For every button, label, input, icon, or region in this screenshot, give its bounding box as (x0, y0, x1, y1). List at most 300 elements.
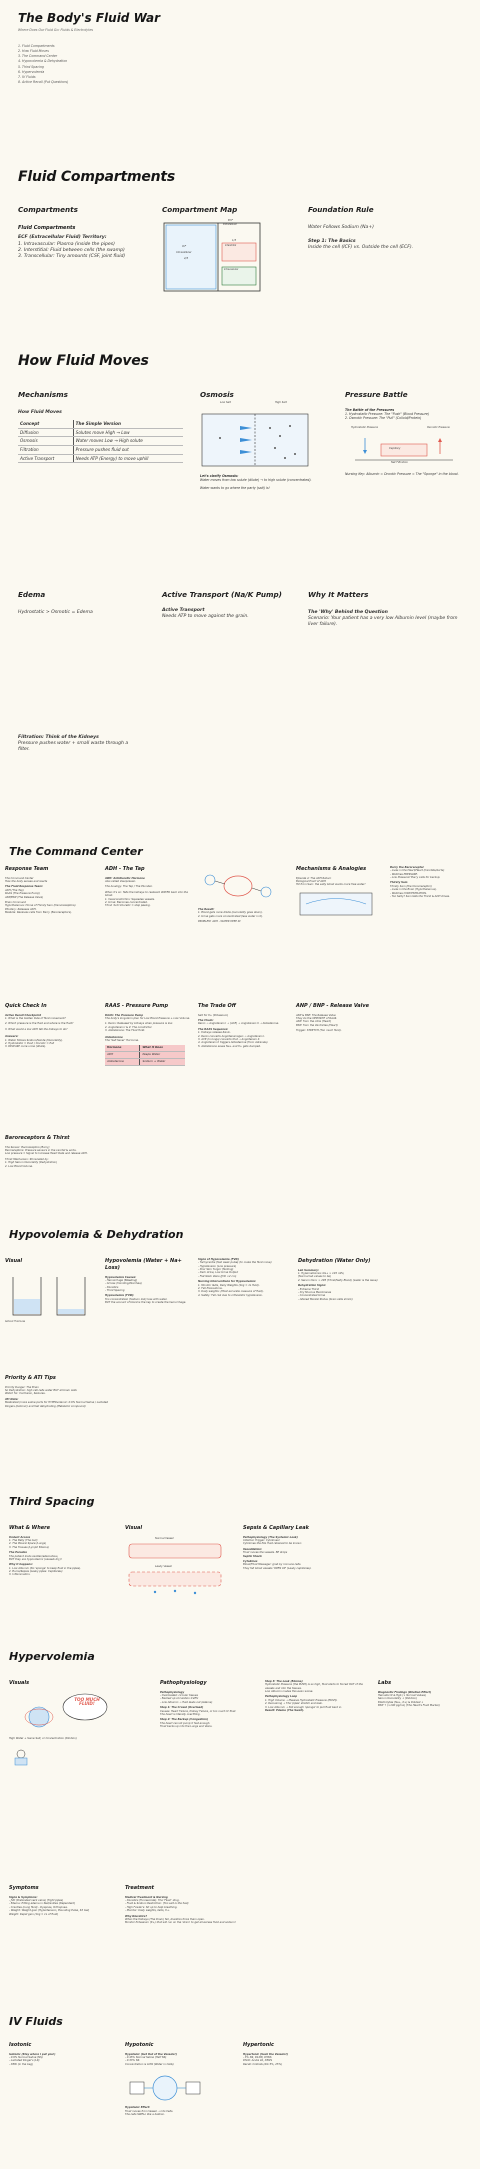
why-text: Scenario: Your patient has a very low Albumin level (maybe from liver failure). (308, 615, 458, 628)
lab-text: Diagnostic Findings (Dilution Effect) (378, 1690, 432, 1694)
hyper-visual-label: High Water + Same Salt, or Concentration (Dilution) (9, 1736, 77, 1740)
iso-text: - 0.9% Normal Saline (NS) (9, 2056, 43, 2060)
trade-text: 4. Angiotensin II triggers Aldosterone (from Adrenals). (198, 1041, 269, 1045)
toc-item[interactable]: 7. IV Fluids (18, 74, 36, 79)
brain-command-label: Brain Command (5, 900, 26, 904)
baro-text: Baroreceptors: Pressure sensors in the carotid & aorta. (5, 1149, 77, 1153)
hyper-patho-card (160, 1680, 260, 1728)
command-center-label: The Command Center (5, 876, 34, 880)
sepsis-text: They fall blood vessels 'OPEN UP' (Leaky capillaries). (243, 1566, 312, 1570)
what-text: 3. Inflammation. (9, 1573, 31, 1577)
priority-text: ATI Note: (5, 1397, 19, 1401)
leak-text: Pathophysiology Loop (265, 1695, 298, 1699)
active-heading: Active Transport (162, 607, 205, 613)
lab-text: Serum Osmolality ↓ (Dilution) (378, 1697, 418, 1701)
hypo-iv-text: Fluid moves from Vessel → into Cells. (125, 2109, 174, 2113)
anp-text: ANP & BNP: The Release Valve (296, 1013, 336, 1017)
iso-text: - Lactated Ringer's (LR) (9, 2059, 40, 2063)
hypotonic-diagram (125, 2070, 205, 2106)
adh-problem: PROBLEM: ADH - WATER KEEP IN (198, 920, 241, 924)
icf-fraction: 2/3 (184, 257, 189, 260)
table-cell: Osmosis (18, 437, 73, 446)
section-title-fluid-compartments: Fluid Compartments (18, 169, 176, 185)
baro-text: The Sensor: Baroreceptors (Barry) (5, 1145, 50, 1149)
card-heading: Compartments (18, 205, 78, 214)
hyper-visuals-card (9, 1680, 109, 1766)
table-cell: Water moves Low → High solute (73, 437, 183, 446)
card-heading: Priority & ATI Tips (5, 1375, 56, 1381)
foundation-rule-card (308, 205, 468, 251)
page-title: The Body's Fluid War (18, 11, 161, 25)
toc-item[interactable]: 3. The Command Center (18, 54, 58, 59)
ecf-fraction: 1/3 (232, 239, 237, 242)
adh-result-heading: The Result: (198, 908, 215, 911)
card-heading: Hypovolemia (Water + Na+ Loss) (105, 1258, 182, 1271)
treatment-card (125, 1885, 255, 1925)
sepsis-text: Infection Trigger: Cytokines! (243, 1539, 280, 1543)
hyper-iv-text: D5LR: Acute LR, D5NS (243, 2059, 273, 2063)
why-heading: The 'Why' Behind the Question (308, 609, 388, 615)
treatment-text: Why Diuretics? (125, 1914, 147, 1918)
card-heading: Compartment Map (162, 205, 238, 214)
patho-text: Step 2: The Backup (Congestion) (160, 1718, 209, 1722)
baro-text: Low pressure = Signal to Increase Heart Rate and release ADH. (5, 1152, 88, 1156)
hypo-text: - Third Spacing (105, 1288, 125, 1292)
sign-text: 3. Daily weights: (Most accurate measure of fluid). (198, 1290, 264, 1294)
raas-text: 1. Renin: Released by kidneys when pressure is low. (105, 1022, 173, 1026)
hypertonic-card (243, 2042, 353, 2066)
sepsis-text: Blood/Fluid Massager: grab by immune cells. (243, 1563, 302, 1567)
leak-text: Low Albumin makes this even worse. (265, 1690, 314, 1694)
table-cell: Needs ATP (Energy) to move uphill (73, 454, 183, 463)
adh-result-text: 1. Blood gets more dilute (osmolality goes down). (198, 911, 263, 915)
trade-text: Salt for K+ (Potassium) (198, 1013, 229, 1017)
sign-text: - Tachycardia (fast weak pulse) (to make the fluid move) (198, 1261, 272, 1265)
sepsis-text: Cytokines the PAL fluid retained to be known (243, 1542, 302, 1546)
dehyd-text: 1. Hypernatremia: Na+ > 145 mEq (298, 1272, 344, 1276)
response-text: ADH (The Tap) (5, 888, 24, 892)
sam-text: - Too Salty? Sam tells the Thirst & ADH drives. (390, 894, 450, 898)
barry-text: - Watches PRESSURE. (390, 872, 419, 876)
osmosis-card (200, 390, 330, 490)
treatment-text: - Diuretics (Furosemide): The 'Flush' drug. (125, 1899, 180, 1903)
adh-text: 1. Vasoconstriction: Squeezes vessels. (105, 897, 155, 901)
card-heading: Pathophysiology (160, 1680, 207, 1686)
leak-text: 1. High Volume → Massive Hydrostatic Pressure (PUSH). (265, 1698, 338, 1702)
anp-bnp-card (296, 1003, 396, 1033)
filtration-text: Pressure pushes water + small waste through a filter. (18, 741, 129, 753)
card-heading: What & Where (9, 1525, 51, 1531)
section-title-command-center: The Command Center (9, 845, 143, 858)
sign-text: - Dark Urine, Low Urine Output (198, 1271, 239, 1275)
card-heading: Signs of Hypovolemia (FVD) (198, 1258, 239, 1261)
adh-text: The Analogy: The Tap / The Plumber. (105, 885, 153, 889)
sepsis-text: Fluid moves the vessels. BP drops (243, 1551, 288, 1555)
body-illustration (9, 1746, 69, 1766)
compartment-map-diagram (162, 221, 262, 293)
card-heading: Response Team (5, 866, 49, 872)
toc-item[interactable]: 8. Active Recall (Put Questions) (18, 79, 69, 84)
card-heading: Treatment (125, 1885, 155, 1891)
lab-text: BNP ↑ (>100 pg/mL) (The Heart's Fluid Marker) (378, 1704, 440, 1708)
card-heading: Labs (378, 1680, 392, 1686)
table-row (105, 1052, 185, 1059)
intravascular-line: 1. Intravascular: Plasma (inside the pipes) (18, 241, 115, 247)
third-spacing-visual-card (125, 1525, 235, 1596)
trade-text: Renin → Angiotensin I → (ACE) → Angiotensin II → Aldosterone. (198, 1022, 279, 1026)
section-title-third-spacing: Third Spacing (9, 1495, 95, 1508)
patho-text: - Low Albumin → fluid leaks out (edema) (160, 1700, 213, 1704)
rule-highlight: Water Follows Sodium (Na+) (308, 224, 374, 230)
trade-text: 5. Aldosterone saves Na+ and K+ gets dumped. (198, 1044, 261, 1048)
pressure-battle-card (345, 390, 470, 476)
toc-item[interactable]: 5. Third Spacing (18, 64, 44, 69)
nursing-key: Nursing Key: Albumin = Oncotic Pressure = The "Sponge" in the blood. (345, 472, 459, 477)
pressure-diagram (345, 424, 463, 466)
anp-text: They do the OPPOSITE of RAAS. (296, 1017, 338, 1021)
response-text: How the body senses and reacts (5, 880, 48, 884)
section-title-hypervolemia: Hypervolemia (9, 1650, 95, 1663)
ecf-line: ECF (Extracellular Fluid) Territory: (18, 235, 107, 241)
table-cell: Keeps Water (140, 1052, 185, 1059)
patho-text: Pathophysiology (160, 1690, 185, 1694)
dehyd-text: - Concentrated Urine (298, 1294, 326, 1298)
sam-label: Thirsty Sam (390, 881, 408, 885)
sepsis-text: Vasodilation: (243, 1547, 263, 1551)
raas-text: The 'Salt Saver' Hormone. (105, 1038, 139, 1042)
active-text: Needs ATP to move against the grain. (162, 613, 249, 619)
dehyd-text: (Normal lab values to be) (298, 1275, 331, 1279)
toc-item[interactable]: 2. How Fluid Moves (18, 49, 49, 54)
sign-text: - Hypotension (Low pressure) (198, 1264, 237, 1268)
hydrostatic-text: 1. Hydrostatic Pressure: The "Push" (Blood Pressure) (345, 411, 430, 416)
sam-text: - Lives in the Brain (Hypothalamus). (390, 888, 437, 892)
table-row (105, 1058, 185, 1065)
card-heading: Visuals (9, 1680, 30, 1686)
hormone-table (105, 1045, 185, 1065)
compartment-map-card (162, 205, 307, 293)
osmotic-text: 2. Osmotic Pressure: The "Pull" (Colloid/Protein) (345, 416, 422, 421)
quick-check-heading: Active Recall Checkpoint (5, 1013, 41, 1017)
too-much-fluid-bubble: TOO MUCH FLUID! (74, 1696, 100, 1707)
adh-card (105, 866, 193, 908)
symptom-text: - Edema: Pitting edema in feet/ankles (Dependent) (9, 1902, 76, 1906)
dehyd-text: - Extreme Thirst (298, 1287, 319, 1291)
active-transport-card (162, 590, 302, 620)
what-text: Why it happens: (9, 1563, 33, 1567)
priority-text: Watch for: Confusion, Seizures. (5, 1392, 46, 1396)
hypo-iv-text: Concentration is LOW (Water in Cells) (125, 2062, 174, 2066)
card-heading: The Trade Off (198, 1003, 236, 1009)
priority-card (5, 1375, 115, 1408)
card-heading: Visual (125, 1525, 143, 1531)
dehyd-text: - Dry Mucous Membranes (298, 1290, 332, 1294)
card-heading: Why It Matters (308, 590, 369, 599)
patho-text: Causes: Heart Failure, Kidney Failure, or too much IV fluid. (160, 1709, 237, 1713)
dehyd-text: Lab Summary: (298, 1268, 320, 1272)
interstitial-line: 2. Interstitial: Fluid between cells (the swamp) (18, 247, 125, 253)
section-title-hypovolemia: Hypovolemia & Dehydration (9, 1228, 184, 1241)
barry-card (390, 866, 476, 898)
dehyd-text: Dehydration Signs: (298, 1284, 327, 1288)
compartments-card (18, 205, 158, 260)
hydrostatic-label: Hydrostatic Pressure (351, 426, 378, 430)
sam-text: Thirsty Sam (the Osmoreceptor) (390, 884, 432, 888)
mechanism-text: Biological Proof of ADH (296, 880, 326, 884)
card-heading: Osmosis (200, 390, 234, 399)
response-text: RAAS (The Pressure Pump) (5, 892, 40, 896)
osmosis-note: Water wants to go where the party (salt) is! (200, 486, 270, 491)
mechanisms-card (18, 390, 183, 463)
hyper-iv-text: Hypertonic (Suck the Vessels!) (243, 2052, 288, 2056)
anp-text: Trigger: STRETCH (Too much fluid). (296, 1029, 342, 1033)
hypo-text: BUT the amount of blood is the key to create the hemorrhage. (105, 1301, 187, 1305)
response-text: ANP/BNP (The Release Valve) (5, 895, 44, 899)
hypo-text: - Hemorrhage (Bleeding) (105, 1278, 138, 1282)
osmosis-text: Water moves from low solute (dilute) → to high solute (concentrated). (200, 477, 312, 482)
treatment-text: Medical Treatment & Nursing (125, 1895, 168, 1899)
what-text: The Paradox (9, 1551, 28, 1555)
answer: 2. Hydrostatic = Push / Oncotic = Pull (5, 1041, 55, 1045)
patho-text: The heart cannot pump it fast enough. (160, 1721, 211, 1725)
kidney-diagram (296, 889, 376, 919)
normal-vessel-label: Normal Vessel (155, 1537, 174, 1540)
baro-text: 2. Low Blood Volume. (5, 1164, 33, 1168)
toc-item[interactable]: 1. Fluid Compartments (18, 44, 55, 48)
sign-text: 1. Monitor I&Os, Daily Weights (1kg = 1L fluid). (198, 1283, 260, 1287)
card-heading: Dehydration (Water Only) (298, 1258, 371, 1264)
net-filtration-label: Net Filtration (391, 461, 408, 465)
card-heading: Mechanisms & Analogies (296, 866, 367, 872)
dehyd-text: - Altered Mental Status (brain cells shrink) (298, 1297, 353, 1301)
table-cell: Aldosterone (105, 1058, 140, 1065)
symptom-text: Signs & Symptoms: (9, 1895, 38, 1899)
pressure-heading: The Battle of the Pressures (345, 407, 395, 412)
trade-text: The Chain: (198, 1019, 214, 1023)
section-title-how-fluid-moves: How Fluid Moves (18, 353, 149, 369)
mechanisms-table (18, 420, 183, 463)
beaker-diagram (5, 1271, 95, 1321)
mechanisms-analogies-card (296, 866, 382, 919)
table-row (18, 454, 183, 463)
card-subheading: Fluid Compartments (18, 224, 76, 231)
hypo-text: Hypovolemia (FVD): (105, 1294, 135, 1298)
page-subtitle: Where Does Our Fluid Go: Fluids & Electrolytes (18, 28, 94, 32)
why-it-matters-card (308, 590, 458, 628)
iso-text: Isotonic (Stay where I put you!) (9, 2052, 56, 2056)
visual-card (5, 1258, 100, 1324)
hypo-iv-label: Hypotonic Effect: (125, 2106, 151, 2110)
intravascular-label: Intravascular (224, 268, 239, 271)
card-heading: Foundation Rule (308, 205, 374, 214)
leak-text: 2. Remaining → The 'pipes' stretch and leak. (265, 1702, 323, 1706)
table-cell: ADH (105, 1052, 140, 1059)
vessel-diagram (125, 1536, 225, 1596)
osmosis-heading: Let's clarify Osmosis: (200, 473, 239, 478)
capillary-label: Capillary (389, 447, 401, 451)
what-text: 3. The Tissues (Lymph Edema) (9, 1545, 49, 1549)
treatment-text: When the Kidneys (The Drain) fail, diuretics force them open. (125, 1917, 205, 1921)
response-text: The Fluid Response Team: (5, 885, 43, 889)
hypo-iv-text: - 0.45% Normal Saline (Half NS) (125, 2056, 167, 2060)
sign-text: Nursing Interventions for Hypovolemia: (198, 1280, 257, 1284)
hyper-iv-text: - 3% NS, D10W, D5NS (243, 2056, 272, 2060)
card-heading: Hypertonic (243, 2042, 274, 2048)
table-cell: Sodium + Water (140, 1058, 185, 1065)
osmotic-label: Osmotic Pressure (427, 426, 450, 430)
sepsis-text: Pathophysiology (The Systemic Leak) (243, 1535, 298, 1539)
hyper-leak-card (265, 1680, 370, 1712)
table-row (18, 445, 183, 454)
response-text: Hypothalamus: Home of Thirsty Sam (Osmoreceptors). (5, 904, 77, 908)
what-text: 2. Burns/Sepsis (Leaky pipes: Capillaries) (9, 1569, 63, 1573)
table-header: The Simple Version (73, 420, 183, 428)
lab-text: Electrolytes (Na+, K+) & Diluted ↓ (378, 1700, 424, 1704)
barry-text: - Low Pressure? Barry calls for backup. (390, 876, 441, 880)
table-header: What It Does (140, 1045, 185, 1051)
hypo-iv-text: Hypotonic (Get Out of the Vessels!) (125, 2052, 177, 2056)
hypo-iv-text: The cells SWELL like a balloon. (125, 2112, 165, 2116)
card-heading: Baroreceptors & Thirst (5, 1135, 70, 1141)
sepsis-text: Cytokines (243, 1559, 258, 1563)
low-salt-label: Low Salt (220, 401, 231, 404)
anp-text: ANP: from the Atria (Heart) (296, 1020, 332, 1024)
what-text: 2. The Pleural Space (Lungs) (9, 1542, 47, 1546)
hypo-text: - Diuretics (105, 1285, 119, 1289)
card-heading: ANP / BNP - Release Valve (296, 1003, 370, 1009)
card-heading: Sepsis & Capillary Leak (243, 1525, 309, 1531)
table-cell: Pressure pushes fluid out (73, 445, 183, 454)
leak-text: Result: Edema (The Swell). (265, 1708, 305, 1712)
hyper-iv-text: Recall: Colloids (Alb 5%, 25%) (243, 2062, 283, 2066)
sign-text: 4. Safety: Fall risk due to orthostatic hypotension. (198, 1293, 263, 1297)
barry-text: - Lives in the Heart/Heart (Carotids/Aorta) (390, 869, 445, 873)
question: 2. Which pressure is the fluid and where is the fluid? (5, 1022, 74, 1026)
patho-text: Fluid backs up into the Lungs and Veins. (160, 1724, 213, 1728)
labs-card (378, 1680, 473, 1708)
signs-card (198, 1258, 293, 1297)
adh-diagram (198, 866, 278, 906)
hypovolemia-card (105, 1258, 195, 1304)
table-of-contents (18, 44, 68, 85)
question: 3. What would a low ADH tell the kidneys to do? (5, 1027, 68, 1031)
sign-text: 2. Fall Precautions. (198, 1286, 223, 1290)
table-cell: Solutes move High → Low (73, 428, 183, 437)
leaky-vessel-label: Leaky Vessel (155, 1565, 172, 1568)
symptom-text: - JVD (Distended neck veins) (Tight pipes) (9, 1899, 64, 1903)
baroreceptors-card (5, 1135, 135, 1168)
table-cell: Filtration (18, 445, 73, 454)
priority-text: So Dehydration: high cell cells water BUT all brain cells (5, 1389, 77, 1393)
rule-text: Inside the cell (ICF) vs. Outside the cell (ECF). (308, 245, 414, 251)
aldosterone-label: Aldosterone (105, 1035, 123, 1039)
leak-text: Step 3: The Leak (Edema) (265, 1680, 303, 1683)
card-heading: Mechanisms (18, 390, 68, 399)
card-subheading: How Fluid Moves (18, 409, 62, 415)
paradox-text: The patient looks swollen/edematous, (9, 1554, 59, 1558)
ecf-sublabel: Extracellular (223, 223, 237, 226)
raas-text: 2. Angiotensin I & II: The constrictor. (105, 1025, 153, 1029)
trade-text: 2. Renin converts Angiotensinogen → Angiotensin I. (198, 1034, 265, 1038)
trade-text: 1. Kidneys release Renin. (198, 1031, 231, 1035)
sepsis-text: Septic Shock (243, 1554, 262, 1558)
patho-text: The heart is literally overfilling. (160, 1712, 201, 1716)
isotonic-card (9, 2042, 114, 2066)
visual-label: Isotonic Fluid Loss (5, 1319, 25, 1323)
answer: 1. Water follows Sodium/Solute (Osmolality). (5, 1038, 63, 1042)
symptom-text: - Weight: Weight gain (Hypertension, Bounding Pulse, S3 Gal) (9, 1909, 90, 1913)
hypo-text: Hypovolemia Causes: (105, 1275, 137, 1279)
table-header: Concept (18, 420, 73, 428)
transcellular-line: 3. Transcellular: Tiny amounts (CSF, joint fluid) (18, 254, 126, 260)
table-cell: Diffusion (18, 428, 73, 437)
card-heading: Pressure Battle (345, 390, 408, 399)
treatment-text: - High Fowler's: Sit up to help breathing. (125, 1905, 178, 1909)
patho-text: - Backed up circulation traffic (160, 1697, 199, 1701)
card-heading: Hypotonic (125, 2042, 154, 2048)
adh-text: Also called Vasopressin. (105, 880, 137, 884)
dehyd-text: 2. Serum Osm: > 295 (Thirst/Salty Blood) (water is the issue) (298, 1278, 378, 1282)
card-heading: Barry the Baroreceptor (390, 866, 424, 869)
card-heading: ADH - The Tap (105, 866, 145, 872)
mechanism-text: Hit from Sam: the salty blood wants more free water! (296, 883, 366, 887)
baro-text: Thirst Mechanism: Stimulated by: (5, 1157, 49, 1161)
baro-text: 1. High Serum Osmolality (Dehydration) (5, 1161, 58, 1165)
trade-text: The RAAS Sequence: (198, 1027, 229, 1031)
response-team-card (5, 866, 93, 914)
iso-text: - D5W (in the bag) (9, 2062, 33, 2066)
adh-result-text: 2. Urine gets more concentrated (less water in it). (198, 914, 263, 918)
raas-card (105, 1003, 195, 1066)
priority-text: Medicated (more saline ports for HYPERvolemic: 0.9% Normal Saline / Lactated Ringers (Isotonic) and fast dehydrating (Metabolic compound) (5, 1401, 109, 1408)
answers-label: Answers: (5, 1035, 19, 1039)
icf-sublabel: Intracellular (176, 251, 192, 254)
trade-off-card (198, 1003, 288, 1048)
toc-item[interactable]: 4. Hypovolemia & Dehydration (18, 59, 68, 64)
interstitial-label: Interstitial (225, 244, 237, 247)
icf-label: ICF (182, 245, 187, 248)
answer: 3. RELEASE more urine (dilute). (5, 1045, 46, 1049)
sign-text: - Poor Skin Turgor (Tenting) (198, 1268, 234, 1272)
adh-result-card (198, 866, 286, 923)
filtration-heading: Filtration: Think of the Kidneys (18, 735, 99, 740)
card-heading: RAAS - Pressure Pump (105, 1003, 169, 1009)
card-heading: Isotonic (9, 2042, 32, 2048)
leak-text: 3. Low Albumin → Not enough 'sponge' to pull fluid back in. (265, 1705, 343, 1709)
high-salt-label: High Salt (275, 401, 287, 404)
table-header-row (18, 420, 183, 428)
dehydration-card (298, 1258, 398, 1301)
adh-text: When it's on: Tells the kidneys to reabsorb WATER back into the blood. (105, 890, 188, 898)
raas-text: RAAS: The Pressure Pump (105, 1013, 144, 1017)
anp-text: BNP: from the Ventricles (Heart) (296, 1023, 338, 1027)
response-text: Pituitary: Releases ADH. (5, 907, 37, 911)
toc-item[interactable]: 6. Hypervolemia (18, 69, 45, 74)
question: 1. What is the Golden Rule of fluid movement? (5, 1017, 66, 1021)
table-row (18, 437, 183, 446)
quick-check-card (5, 1003, 95, 1049)
what-text: 1. The Belly (The Gut) (9, 1539, 38, 1543)
hypo-text: Too concentrated. (Sodium lost) loss with water. (105, 1297, 168, 1301)
what-text: Unduct Access (9, 1535, 31, 1539)
ecf-label: ECF (228, 219, 233, 222)
lab-text: Hematocrit & Hgb (↓ Normal Values) (378, 1694, 427, 1698)
patho-text: Step 1: The Crowd (Overload) (160, 1706, 204, 1710)
edema-card (18, 590, 158, 616)
sam-text: - Watches CONCENTRATION. (390, 891, 427, 895)
what-where-card (9, 1525, 114, 1577)
section-title-iv-fluids: IV Fluids (9, 2015, 63, 2028)
